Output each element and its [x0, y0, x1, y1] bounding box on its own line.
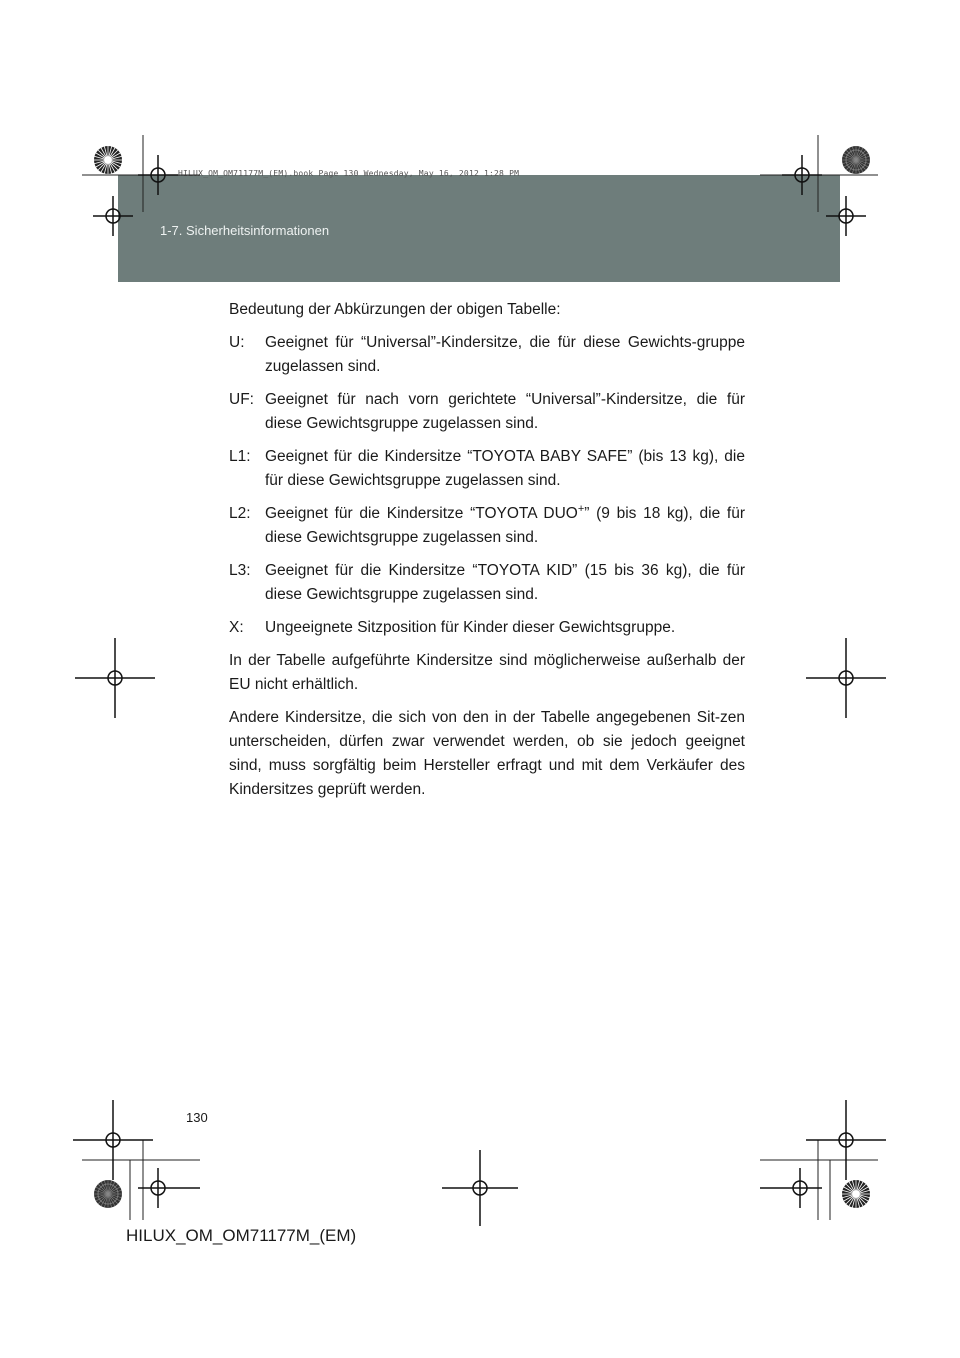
star-spoke	[104, 1180, 108, 1194]
star-spoke	[112, 156, 122, 159]
star-spoke	[101, 1194, 108, 1206]
star-spoke	[101, 163, 106, 172]
legend-text: Geeignet für nach vorn gerichtete “Universal”-Kindersitze, die für diese Gewichtsgruppe zugelassen sind.	[265, 391, 745, 432]
star-spoke	[98, 163, 105, 170]
star-spoke	[856, 160, 866, 170]
star-spoke	[856, 156, 870, 160]
legend-code: UF:	[229, 391, 254, 408]
book-stamp: HILUX_OM_OM71177M_(EM).book Page 130 Wednesday, May 16, 2012 1:28 PM	[178, 169, 520, 178]
header-band	[118, 175, 840, 282]
star-spoke	[104, 164, 107, 174]
page-content	[229, 298, 745, 811]
registration-mark-left-middle	[75, 638, 155, 718]
star-spoke	[844, 1196, 853, 1201]
star-spoke	[94, 156, 104, 159]
star-spoke	[110, 163, 115, 172]
star-spoke	[108, 1194, 122, 1198]
registration-mark-bottom-left	[138, 1168, 200, 1208]
star-spoke	[846, 150, 856, 160]
star-spoke	[846, 160, 856, 170]
star-spoke	[101, 1182, 108, 1194]
legend-code: L1:	[229, 448, 251, 465]
star-spoke	[111, 153, 120, 158]
legend-text: Geeignet für “Universal”-Kindersitze, die für diese Gewichts-gruppe zugelassen sind.	[265, 334, 745, 375]
star-spoke	[859, 1187, 868, 1192]
star-spoke	[104, 1194, 108, 1208]
star-spoke	[94, 1190, 108, 1194]
legend-text: Geeignet für die Kindersitze “TOYOTA KID” (15 bis 36 kg), die für diese Gewichtsgruppe zugelassen sind.	[265, 562, 745, 603]
star-spoke	[96, 1194, 108, 1201]
star-spoke	[842, 156, 856, 160]
legend-text-before: Geeignet für die Kindersitze “TOYOTA DUO	[265, 505, 578, 522]
star-spoke	[108, 1184, 118, 1194]
star-spoke	[842, 1195, 852, 1198]
star-spoke	[856, 150, 866, 160]
legend-code: X:	[229, 619, 244, 636]
legend-item-uf	[229, 388, 745, 436]
star-target-top-right	[842, 146, 870, 174]
star-spoke	[860, 1190, 870, 1193]
star-spoke	[108, 1180, 112, 1194]
star-spoke	[112, 161, 122, 164]
footer-doc-code: HILUX_OM_OM71177M_(EM)	[126, 1226, 357, 1245]
star-spoke	[842, 1190, 852, 1193]
star-spoke	[858, 1197, 863, 1206]
star-spoke	[96, 1187, 108, 1194]
star-spoke	[109, 164, 112, 174]
star-spoke	[852, 146, 856, 160]
page-number: 130	[186, 1110, 208, 1125]
star-spoke	[849, 160, 856, 172]
star-spoke	[849, 148, 856, 160]
star-spoke	[844, 160, 856, 167]
star-spoke	[111, 162, 120, 167]
star-target-bottom-right	[842, 1180, 870, 1208]
legend-item-u	[229, 331, 745, 379]
star-spoke	[111, 150, 118, 157]
star-spoke	[859, 1184, 866, 1191]
star-spoke	[111, 163, 118, 170]
star-spoke	[844, 153, 856, 160]
legend-text-after: ” (9 bis 18 kg), die für diese Gewichtsgruppe zugelassen sind.	[265, 505, 746, 546]
star-spoke	[852, 1198, 855, 1208]
star-spoke	[98, 1194, 108, 1204]
star-spoke	[109, 146, 112, 156]
star-spoke	[857, 1180, 860, 1190]
star-spoke	[98, 1184, 108, 1194]
star-spoke	[94, 161, 104, 164]
star-spoke	[842, 160, 856, 164]
star-spoke	[108, 1194, 112, 1208]
star-spoke	[849, 1182, 854, 1191]
star-spoke	[844, 1187, 853, 1192]
superscript-plus: +	[577, 502, 585, 515]
registration-mark-right-middle	[806, 638, 886, 718]
star-spoke	[110, 148, 115, 157]
star-spoke	[858, 1182, 863, 1191]
registration-mark-bottom-right	[760, 1168, 822, 1208]
legend-text: Geeignet für die Kindersitze “TOYOTA BABY SAFE” (bis 13 kg), die für diese Gewichtsgruppe zugelassen sind.	[265, 448, 745, 489]
star-spoke	[101, 148, 106, 157]
registration-mark-left-bottom	[73, 1100, 153, 1180]
legend-item-l1	[229, 445, 745, 493]
star-spoke	[108, 1194, 118, 1204]
legend-text: Ungeeignete Sitzposition für Kinder dieser Gewichtsgruppe.	[265, 619, 676, 636]
star-spoke	[852, 160, 856, 174]
star-spoke	[856, 146, 860, 160]
legend-item-l3	[229, 559, 745, 607]
star-spoke	[860, 1195, 870, 1198]
star-spoke	[856, 160, 863, 172]
star-spoke	[852, 1180, 855, 1190]
star-spoke	[96, 153, 105, 158]
star-spoke	[94, 1194, 108, 1198]
star-spoke	[857, 1198, 860, 1208]
star-spoke	[108, 1190, 122, 1194]
star-spoke	[104, 146, 107, 156]
star-spoke	[108, 1194, 115, 1206]
intro-text: Bedeutung der Abkürzungen der obigen Tabelle:	[229, 301, 561, 318]
paragraph-other-seats: Andere Kindersitze, die sich von den in der Tabelle angegebenen Sit-zen unterscheiden, dürfen zwar verwendet werden, ob sie jedoch geeignet sind, muss sorgfältig beim Hersteller erfragt und mit dem Verkäufer des Kindersitzes geprüft werden.	[229, 709, 745, 798]
legend-code: L2:	[229, 505, 251, 522]
star-spoke	[856, 160, 868, 167]
star-spoke	[856, 160, 870, 164]
star-spoke	[108, 1187, 120, 1194]
star-spoke	[108, 1182, 115, 1194]
star-target-top-left	[94, 146, 122, 174]
paragraph-availability: In der Tabelle aufgeführte Kindersitze sind möglicherweise außerhalb der EU nicht erhältlich.	[229, 652, 745, 693]
star-spoke	[98, 150, 105, 157]
legend-item-x	[229, 616, 745, 640]
section-title: 1-7. Sicherheitsinformationen	[160, 223, 330, 238]
star-spoke	[846, 1197, 853, 1204]
star-spoke	[859, 1197, 866, 1204]
legend-code: L3:	[229, 562, 251, 579]
star-spoke	[859, 1196, 868, 1201]
star-spoke	[856, 148, 863, 160]
star-spoke	[856, 160, 860, 174]
legend-code: U:	[229, 334, 245, 351]
legend-item-l2	[229, 502, 745, 550]
star-spoke	[849, 1197, 854, 1206]
registration-mark-right-bottom	[806, 1100, 886, 1180]
star-target-bottom-left	[94, 1180, 122, 1208]
registration-mark-bottom-center	[442, 1150, 518, 1226]
star-spoke	[96, 162, 105, 167]
star-spoke	[846, 1184, 853, 1191]
star-spoke	[856, 153, 868, 160]
star-spoke	[108, 1194, 120, 1201]
